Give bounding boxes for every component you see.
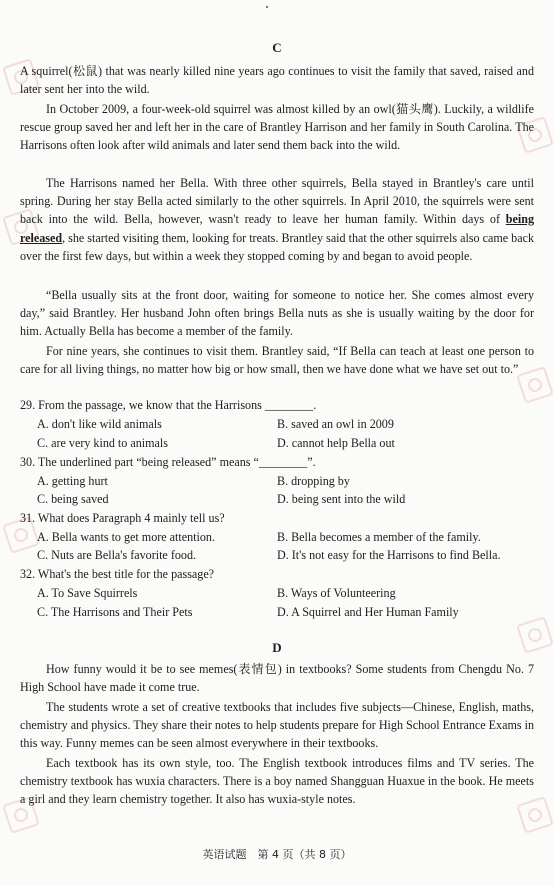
passage-c-paragraph-4: “Bella usually sits at the front door, waiting for someone to notice her. She comes almost every day,” said Brantley. Her husband John often brings Bella nuts as she is usually waiting by the door for him. Actually Bella has become a member of the family. — [20, 288, 534, 339]
question-31-option-a: A. Bella wants to get more attention. — [37, 530, 216, 544]
question-29-option-d: D. cannot help Bella out — [277, 436, 395, 450]
question-31-stem: 31. What does Paragraph 4 mainly tell us? — [20, 511, 225, 525]
question-32-option-d: D. A Squirrel and Her Human Family — [277, 605, 459, 619]
question-32-option-a: A. To Save Squirrels — [37, 586, 138, 600]
scan-speck — [266, 6, 268, 8]
question-29-option-c: C. are very kind to animals — [37, 436, 168, 450]
question-30-option-a: A. getting hurt — [37, 474, 108, 488]
question-30-option-b: B. dropping by — [277, 474, 350, 488]
question-32-stem: 32. What's the best title for the passage? — [20, 567, 215, 581]
question-32-option-c: C. The Harrisons and Their Pets — [37, 605, 193, 619]
passage-c-paragraph-1: A squirrel(松鼠) that was nearly killed nine years ago continues to visit the family that saved, raised and later sent her into the wild. — [20, 64, 534, 97]
section-c-heading: C — [272, 40, 282, 55]
paragraph-3-text-end: , she started visiting them, looking for treats. Brantley said that the other squirrels also came back over the first few days, but within a week they stopped coming by and began to avoid people. — [20, 230, 534, 263]
question-32-option-b: B. Ways of Volunteering — [277, 586, 396, 600]
question-31-option-c: C. Nuts are Bella's favorite food. — [37, 548, 197, 562]
question-29-stem: 29. From the passage, we know that the Harrisons ________. — [20, 398, 317, 412]
underlined-phrase: being released — [20, 212, 534, 245]
question-30-stem: 30. The underlined part “being released” means “________”. — [20, 455, 316, 469]
paragraph-3-text-start: The Harrisons named her Bella. With three other squirrels, Bella stayed in Brantley's care until spring. During her stay Bella acted similarly to the other squirrels. In April 2010, the squirrels were sent back into the wild. Bella, however, wasn't ready to leave her human family. Within days of — [20, 176, 534, 227]
question-29-option-a: A. don't like wild animals — [37, 417, 162, 431]
question-30-option-c: C. being saved — [37, 492, 109, 506]
page-footer: 英语试题 第 4 页（共 8 页） — [202, 848, 352, 861]
passage-c-paragraph-5: For nine years, she continues to visit them. Brantley said, “If Bella can teach at least one person to care for all living things, no matter how big or how small, then we have done what we have set out to.” — [20, 344, 534, 377]
question-30-option-d: D. being sent into the wild — [277, 492, 406, 506]
question-29-option-b: B. saved an owl in 2009 — [277, 417, 394, 431]
passage-c-paragraph-2: In October 2009, a four-week-old squirrel was almost killed by an owl(猫头鹰). Luckily, a wildlife rescue group saved her and left her in the care of Brantley Harrison and her family in South Carolina. The Harrisons often look after wild animals and later send them back into the wild. — [20, 102, 534, 153]
passage-d-paragraph-3: Each textbook has its own style, too. The English textbook introduces films and TV series. The chemistry textbook has wuxia characters. There is a boy named Shangguan Huaxue in the book. He meets a girl and they learn chemistry together. It also has wuxia-style notes. — [20, 756, 534, 807]
question-31-option-d: D. It's not easy for the Harrisons to find Bella. — [277, 548, 501, 562]
passage-d-paragraph-2: The students wrote a set of creative textbooks that includes five subjects—Chinese, English, maths, chemistry and physics. They share their notes to help students prepare for High School Entrance Exams in this way. Funny memes can be seen almost everywhere in their textbooks. — [20, 700, 534, 751]
question-31-option-b: B. Bella becomes a member of the family. — [277, 530, 481, 544]
passage-c-paragraph-3 — [20, 174, 534, 265]
passage-d-paragraph-1: How funny would it be to see memes(表情包) in textbooks? Some students from Chengdu No. 7 High School have made it come true. — [20, 662, 534, 695]
section-d-heading: D — [272, 640, 282, 655]
